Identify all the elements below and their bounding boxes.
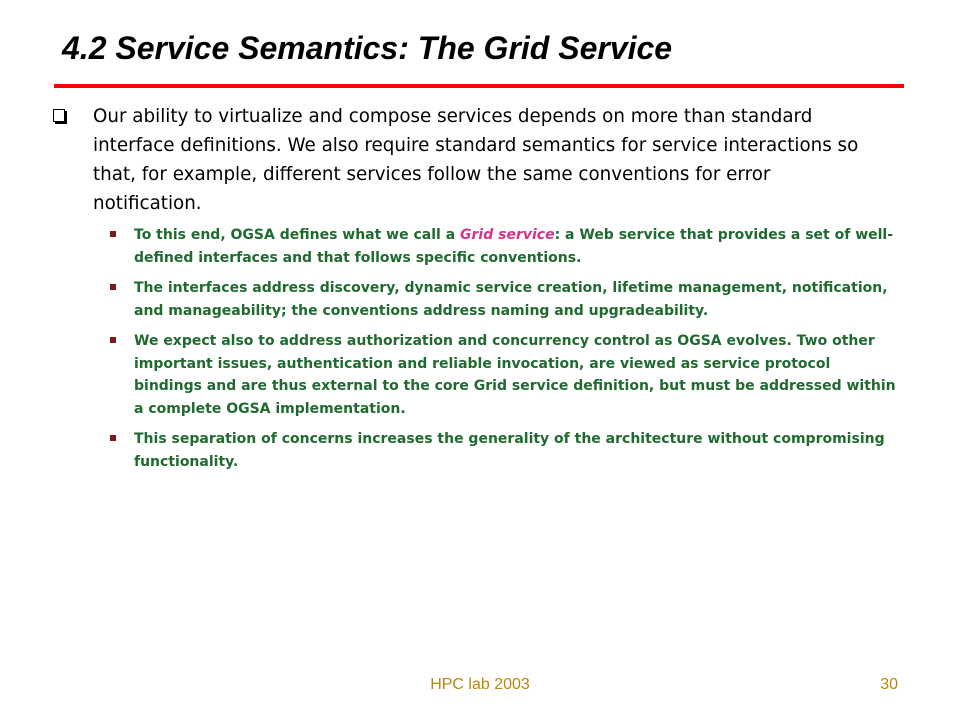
- slide-title: 4.2 Service Semantics: The Grid Service: [62, 30, 673, 66]
- sub-point-text-after: : a Web service that provides a set of well-defined interfaces and that follows specific conventions.: [134, 227, 894, 266]
- sub-point-separation: [110, 428, 900, 473]
- sub-point-list: [110, 224, 900, 481]
- filled-square-icon: [110, 337, 116, 343]
- hollow-square-icon: [53, 109, 65, 122]
- sub-point-text: This separation of concerns increases the generality of the architecture without compromising functionality.: [134, 431, 885, 470]
- page-number: 30: [880, 676, 898, 693]
- sub-point-text: [134, 224, 900, 269]
- filled-square-icon: [110, 231, 116, 237]
- sub-point-authorization: [110, 330, 900, 420]
- main-point-text: Our ability to virtualize and compose services depends on more than standard interface definitions. We also require standard semantics for service interactions so that, for example, different services follow the same conventions for error notification.: [93, 106, 859, 214]
- sub-point-text: We expect also to address authorization and concurrency control as OGSA evolves. Two other important issues, authentication and reliable invocation, are viewed as service protocol bindings and are thus external to the core Grid service definition, but must be addressed within a complete OGSA implementation.: [134, 333, 896, 417]
- sub-point-interfaces: [110, 277, 900, 322]
- grid-service-term: Grid service: [460, 227, 555, 243]
- sub-point-text-before: To this end, OGSA defines what we call a: [134, 227, 461, 243]
- sub-point-grid-service: [110, 224, 900, 269]
- sub-point-text: The interfaces address discovery, dynamic service creation, lifetime management, notification, and manageability; the conventions address naming and upgradeability.: [134, 280, 888, 319]
- filled-square-icon: [110, 284, 116, 290]
- footer-lab-name: HPC lab 2003: [430, 676, 530, 693]
- title-divider: [54, 84, 904, 88]
- main-bullet-point: [50, 102, 880, 218]
- filled-square-icon: [110, 435, 116, 441]
